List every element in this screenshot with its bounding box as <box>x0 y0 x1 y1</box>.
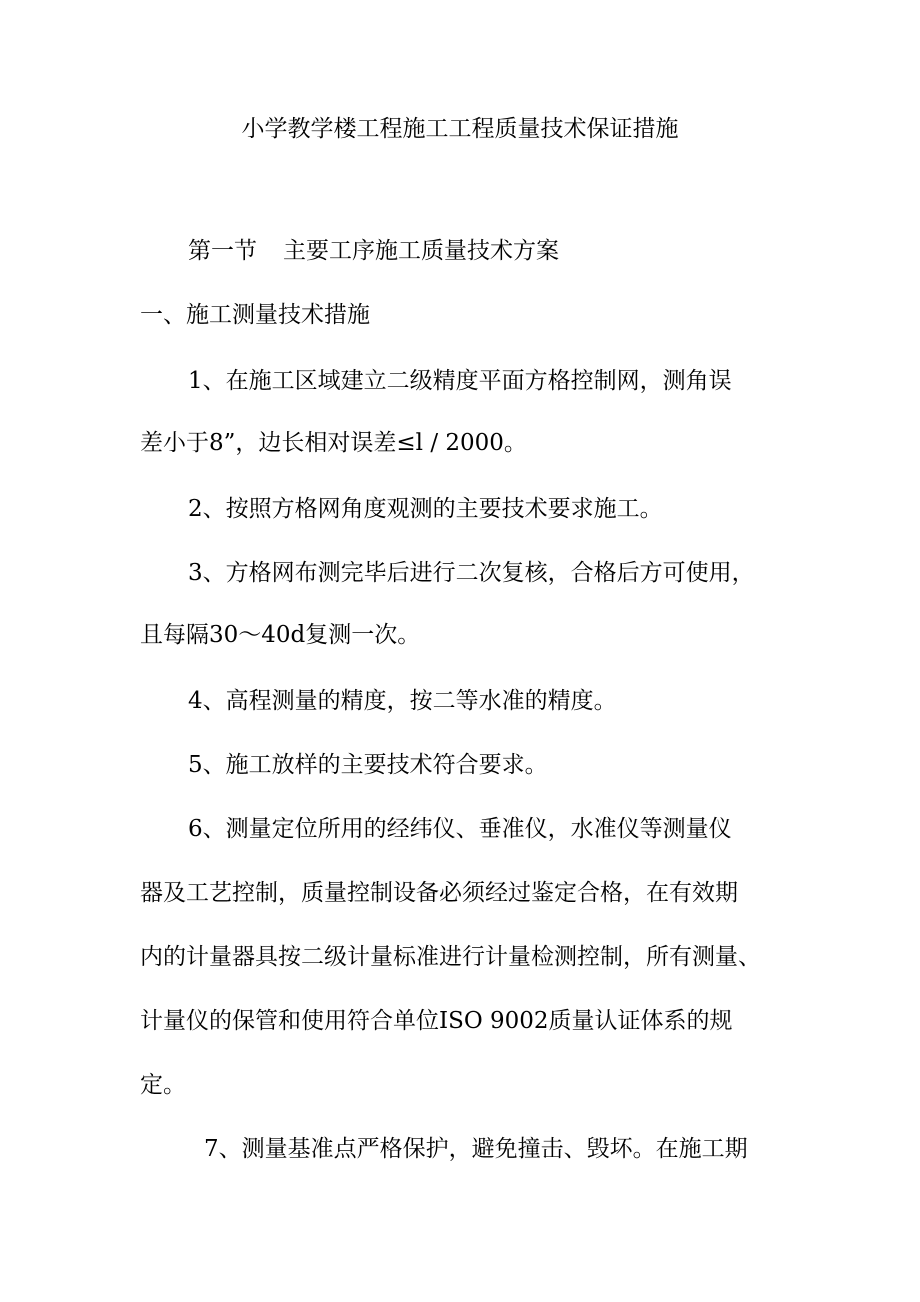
paragraph-line: 7、测量基准点严格保护，避免撞击、毁坏。在施工期 <box>204 1136 748 1162</box>
paragraph-line: 2、按照方格网角度观测的主要技术要求施工。 <box>188 496 663 522</box>
paragraph-line: 定。 <box>140 1072 186 1098</box>
paragraph-line: 计量仪的保管和使用符合单位ISO 9002质量认证体系的规 <box>140 1008 733 1034</box>
paragraph-line: 4、高程测量的精度，按二等水准的精度。 <box>188 688 617 714</box>
paragraph-line: 6、测量定位所用的经纬仪、垂准仪，水准仪等测量仪 <box>188 816 732 842</box>
paragraph-line: 且每隔30～40d复测一次。 <box>140 622 421 648</box>
paragraph-line: 3、方格网布测完毕后进行二次复核，合格后方可使用， <box>188 560 755 586</box>
paragraph-line: 1、在施工区域建立二级精度平面方格控制网，测角误 <box>188 368 732 394</box>
paragraph-line: 内的计量器具按二级计量标准进行计量检测控制，所有测量、 <box>140 944 761 970</box>
paragraph-line: 5、施工放样的主要技术符合要求。 <box>188 752 548 778</box>
paragraph-line: 器及工艺控制，质量控制设备必须经过鉴定合格，在有效期 <box>140 880 738 906</box>
subheading: 一、施工测量技术措施 <box>140 302 370 328</box>
section-title: 主要工序施工质量技术方案 <box>283 238 559 264</box>
paragraph-line: 差小于8”，边长相对误差≤l / 2000。 <box>140 430 527 456</box>
section-heading <box>188 236 838 266</box>
document-title: 小学教学楼工程施工工程质量技术保证措施 <box>241 116 679 142</box>
section-label: 第一节 <box>188 238 257 264</box>
